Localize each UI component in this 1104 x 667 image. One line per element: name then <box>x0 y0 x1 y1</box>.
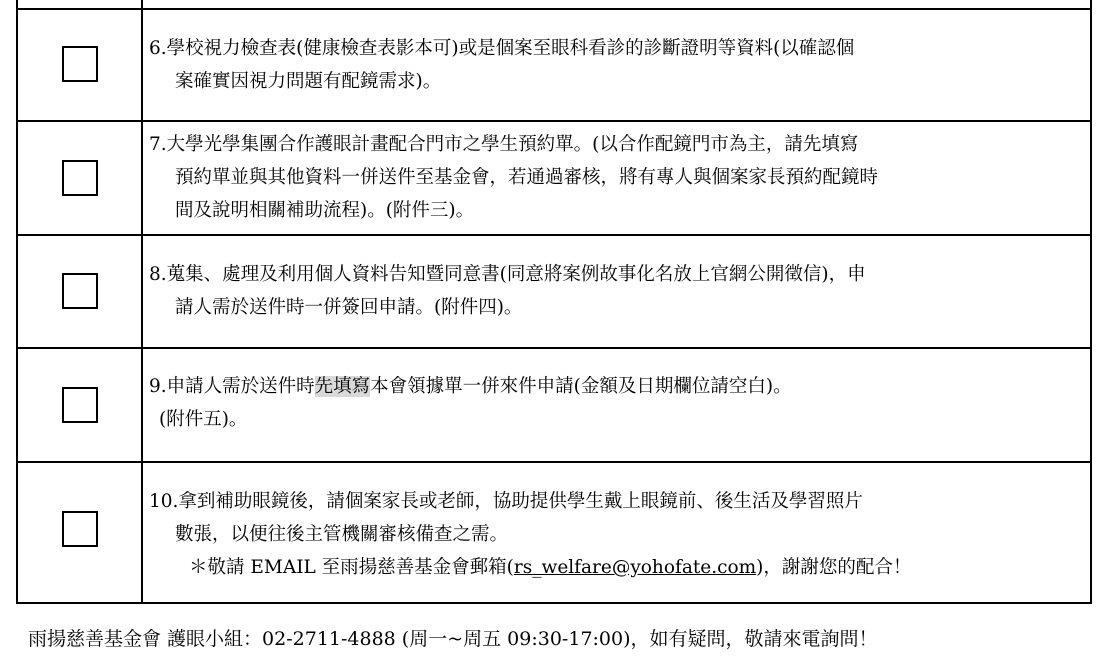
item-text <box>149 485 1082 584</box>
table-row <box>18 463 1090 602</box>
item-line: 數張，以便往後主管機關審核備查之需。 <box>175 524 509 545</box>
table-row <box>18 122 1090 234</box>
item-text <box>149 370 1082 436</box>
item-line: 間及說明相關補助流程)。(附件三)。 <box>175 200 475 221</box>
email-link[interactable]: rs_welfare@yohofate.com <box>513 557 757 578</box>
email-line <box>149 551 1082 584</box>
checkbox[interactable] <box>62 387 98 423</box>
checkbox[interactable] <box>62 511 98 547</box>
item-line: 8.蒐集、處理及利用個人資料告知暨同意書(同意將案例故事化名放上官網公開徵信)，申 <box>149 264 866 285</box>
item-line: 預約單並與其他資料一併送件至基金會，若通過審核，將有專人與個案家長預約配鏡時 <box>175 167 879 188</box>
item-line: 10.拿到補助眼鏡後，請個案家長或老師，協助提供學生戴上眼鏡前、後生活及學習照片 <box>149 491 863 512</box>
table-row <box>18 349 1090 461</box>
item-line: 7.大學光學集團合作護眼計畫配合門市之學生預約單。(以合作配鏡門市為主，請先填寫 <box>149 134 859 155</box>
item-line-part: )，謝謝您的配合！ <box>756 557 912 578</box>
item-text <box>149 128 1082 227</box>
item-line: 請人需於送件時一併簽回申請。(附件四)。 <box>175 297 523 318</box>
item-line-part: 本會領據單一併來件申請(金額及日期欄位請空白)。 <box>370 376 792 397</box>
footer-contact: 雨揚慈善基金會 護眼小組：02-2711-4888 (周一~周五 09:30-17:00)，如有疑問，敬請來電詢問！ <box>28 628 878 650</box>
item-text <box>149 258 1082 324</box>
checklist-table <box>16 0 1092 604</box>
checkbox[interactable] <box>62 160 98 196</box>
item-line: 6.學校視力檢查表(健康檢查表影本可)或是個案至眼科看診的診斷證明等資料(以確認個 <box>149 38 855 59</box>
checkbox[interactable] <box>62 273 98 309</box>
item-line: (附件五)。 <box>159 409 248 430</box>
highlighted-text: 先填寫 <box>314 376 371 397</box>
item-line-part: 9.申請人需於送件時 <box>149 376 315 397</box>
item-line-part: ＊敬請 EMAIL 至雨揚慈善基金會郵箱( <box>189 557 514 578</box>
checkbox[interactable] <box>62 46 98 82</box>
item-text <box>149 32 1082 98</box>
table-row <box>18 10 1090 120</box>
item-line: 案確實因視力問題有配鏡需求)。 <box>175 71 442 92</box>
table-row <box>18 236 1090 347</box>
